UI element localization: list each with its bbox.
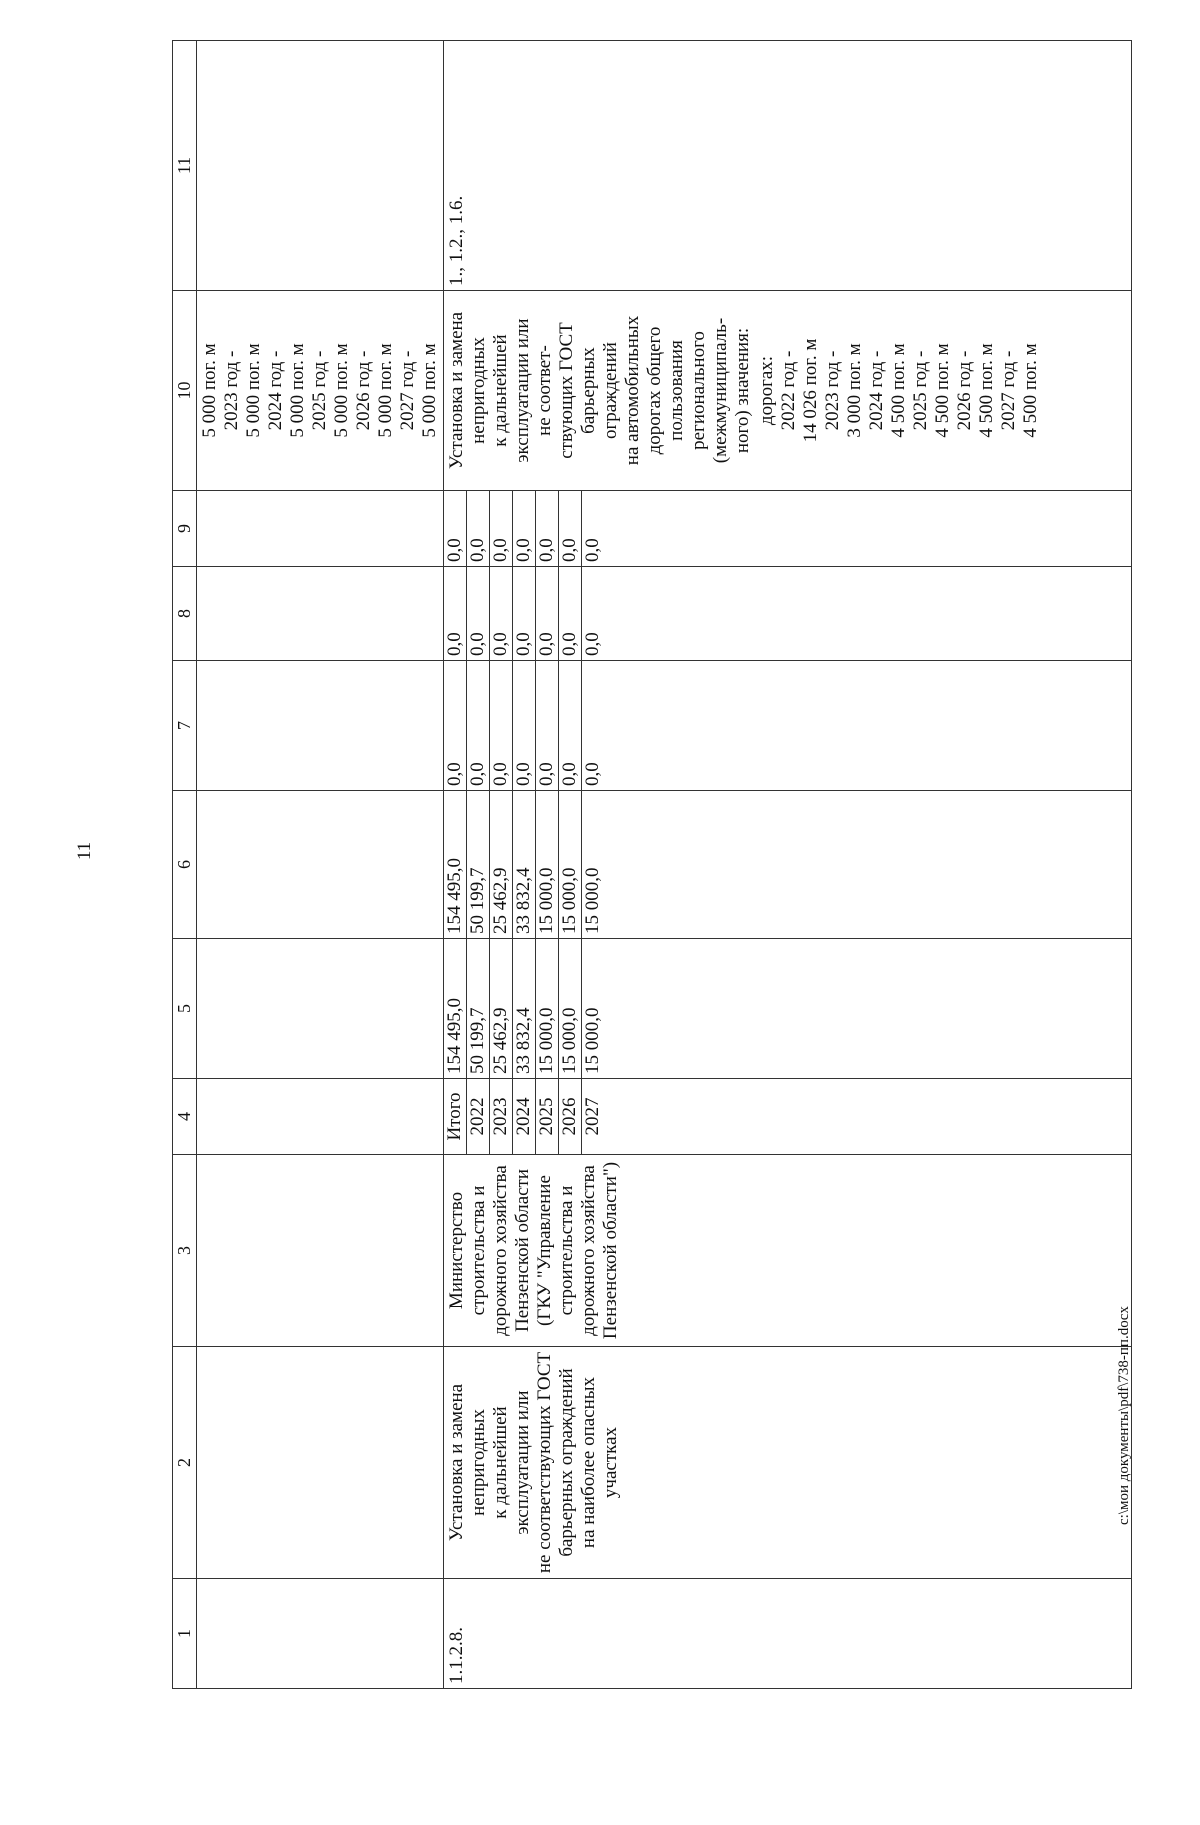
col9-value: 0,0 [490,491,513,566]
row-executor-cell [444,1155,1132,1347]
col8-value: 0,0 [513,567,536,660]
row-code-cell [444,1579,1132,1689]
table-row [444,41,1132,1689]
continuation-cell-4 [197,1079,444,1155]
col6-value: 154 495,0 [444,791,467,938]
col8-value: 0,0 [490,567,513,660]
header-col-11: 11 [173,41,197,291]
row-indicator-values: дорогах: 2022 год - 14 026 пог. м 2023 год - 3 000 пог. м 2024 год - 4 500 пог. м 2025 год - 4 500 пог. м 2026 год - 4 500 пог. м 2027 год - 4 500 пог. м [756,338,1041,443]
col5-value: 25 462,9 [490,939,513,1078]
continuation-cell-3 [197,1155,444,1347]
year-2022: 2022 [467,1079,490,1154]
year-2025: 2025 [536,1079,559,1154]
page-number: 11 [74,841,95,861]
year-2023: 2023 [490,1079,513,1154]
row-col9-cell [444,491,1132,567]
header-col-2: 2 [173,1347,197,1579]
col6-value: 33 832,4 [513,791,536,938]
continuation-cell-2 [197,1347,444,1579]
row-name: Установка и замена непригодных к дальнейшей эксплуатации или не соответствующих ГОСТ барьерных ограждений на наиболее опасных участках [446,1351,621,1574]
col7-value: 0,0 [467,661,490,790]
row-name-cell [444,1347,1132,1579]
row-col5-cell [444,939,1132,1079]
col6-value: 15 000,0 [559,791,582,938]
col6-value: 25 462,9 [490,791,513,938]
header-col-1: 1 [173,1579,197,1689]
continuation-cell-6 [197,791,444,939]
col7-value: 0,0 [490,661,513,790]
col5-value: 15 000,0 [559,939,582,1078]
header-col-10: 10 [173,291,197,491]
col8-value: 0,0 [444,567,467,660]
col9-value: 0,0 [444,491,467,566]
header-col-5: 5 [173,939,197,1079]
year-2024: 2024 [513,1079,536,1154]
col7-value: 0,0 [582,762,603,786]
continuation-cell-9 [197,491,444,567]
program-table [172,40,1132,1689]
table-rotator [172,41,1130,1689]
footer-file-path-text: c:\мои документы\pdf\738-пп.docx [1116,1306,1132,1525]
col7-value: 0,0 [536,661,559,790]
year-2026: 2026 [559,1079,582,1154]
header-col-9: 9 [173,491,197,567]
row-years-cell [444,1079,1132,1155]
year-2027: 2027 [582,1097,603,1136]
col5-value: 15 000,0 [536,939,559,1078]
col6-value: 50 199,7 [467,791,490,938]
header-col-4: 4 [173,1079,197,1155]
header-col-6: 6 [173,791,197,939]
header-col-7: 7 [173,661,197,791]
col8-value: 0,0 [582,632,603,656]
continuation-indicator-values: 5 000 пог. м 2023 год - 5 000 пог. м 2024 год - 5 000 пог. м 2025 год - 5 000 пог. м 2026 год - 5 000 пог. м 2027 год - 5 000 пог. м [199,343,440,438]
row-reference-cell [444,41,1132,291]
year-total: Итого [444,1079,467,1154]
continuation-cell-5 [197,939,444,1079]
col7-value: 0,0 [444,661,467,790]
col9-value: 0,0 [467,491,490,566]
continuation-cell-11 [197,41,444,291]
col5-value: 15 000,0 [582,1007,603,1074]
col5-value: 154 495,0 [444,939,467,1078]
row-col8-cell [444,567,1132,661]
row-executor: Министерство строительства и дорожного хозяйства Пензенской области (ГКУ "Управление строительства и дорожного хозяйства Пензенской области") [446,1161,621,1340]
continuation-row [197,41,444,1689]
col8-value: 0,0 [559,567,582,660]
col6-value: 15 000,0 [536,791,559,938]
header-number-row [173,41,197,1689]
row-reference: 1., 1.2., 1.6. [446,195,467,286]
col9-value: 0,0 [536,491,559,566]
row-indicator: Установка и замена непригодных к дальнейшей эксплуатации или не соответ- ствующих ГОСТ барьерных ограждений на автомобильных дорогах общего пользования регионального (межмуниципаль- ного) значения: [446,311,753,470]
col7-value: 0,0 [559,661,582,790]
col5-value: 33 832,4 [513,939,536,1078]
col9-value: 0,0 [582,538,603,562]
col5-value: 50 199,7 [467,939,490,1078]
header-col-8: 8 [173,567,197,661]
row-col6-cell [444,791,1132,939]
col8-value: 0,0 [536,567,559,660]
continuation-cell-7 [197,661,444,791]
col9-value: 0,0 [559,491,582,566]
continuation-cell-8 [197,567,444,661]
continuation-cell-10 [197,291,444,491]
col7-value: 0,0 [513,661,536,790]
continuation-cell-1 [197,1579,444,1689]
col8-value: 0,0 [467,567,490,660]
col9-value: 0,0 [513,491,536,566]
header-col-3: 3 [173,1155,197,1347]
row-col7-cell [444,661,1132,791]
row-indicator-cell [444,291,1132,491]
row-code: 1.1.2.8. [446,1627,467,1684]
col6-value: 15 000,0 [582,867,603,934]
